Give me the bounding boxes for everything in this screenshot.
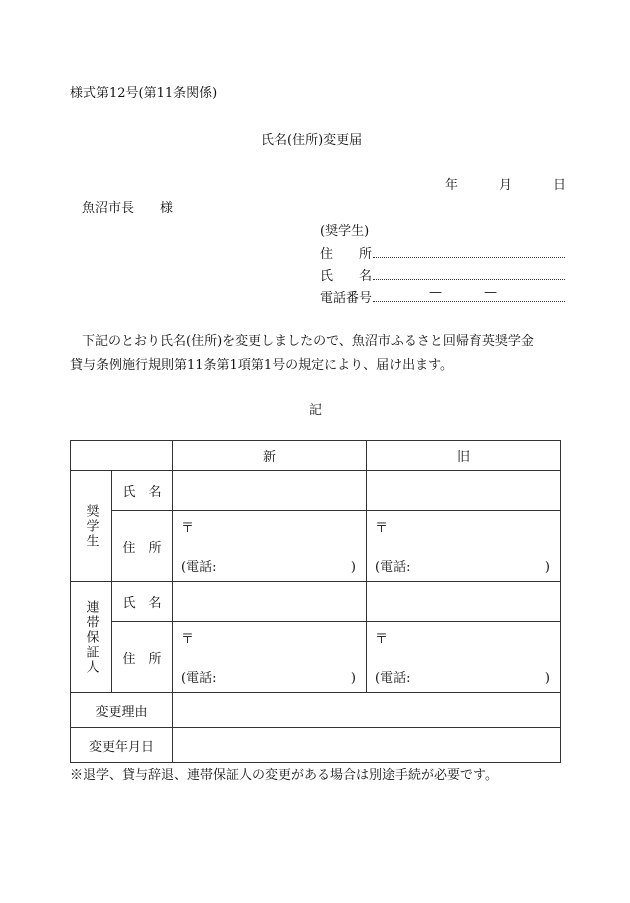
tel-label: (電話: <box>375 671 411 686</box>
change-reason-label: 変更理由 <box>71 693 173 728</box>
table-row <box>71 511 561 582</box>
phone-dash-1: — <box>429 285 442 300</box>
date-year-label: 年 <box>445 178 459 193</box>
guarantor-name-new[interactable] <box>173 582 367 622</box>
change-date-label: 変更年月日 <box>71 728 173 763</box>
body-text-line-2: 貸与条例施行規則第11条第1項第1号の規定により、届け出ます。 <box>70 358 454 373</box>
scholar-address-label: 住 所 <box>112 511 173 582</box>
scholar-name-old[interactable] <box>367 471 561 511</box>
ki-heading: 記 <box>309 403 323 418</box>
group-label-guarantor <box>71 582 112 693</box>
change-form-table <box>70 440 561 763</box>
table-header-row <box>71 441 561 471</box>
document-title: 氏名(住所)変更届 <box>261 133 363 148</box>
tel-label: (電話: <box>375 560 411 575</box>
table-row <box>71 622 561 693</box>
scholar-address-new[interactable] <box>173 511 367 582</box>
tel-close: ) <box>544 671 550 686</box>
postal-mark: 〒 <box>375 521 389 536</box>
date-month-label: 月 <box>499 178 513 193</box>
group-label-guarantor-text: 連帯保証人 <box>83 599 99 675</box>
applicant-name-label: 氏 名 <box>320 269 373 284</box>
tel-label: (電話: <box>181 671 217 686</box>
header-old: 旧 <box>367 441 561 471</box>
table-row <box>71 728 561 763</box>
applicant-role: (奨学生) <box>320 224 370 239</box>
postal-mark: 〒 <box>375 632 389 647</box>
applicant-phone-label: 電話番号 <box>320 291 373 306</box>
scholar-address-old[interactable] <box>367 511 561 582</box>
footnote: ※退学、貸与辞退、連帯保証人の変更がある場合は別途手続が必要です。 <box>70 768 498 783</box>
applicant-name-line[interactable] <box>373 279 565 280</box>
addressee: 魚沼市長 様 <box>82 201 174 216</box>
tel-label: (電話: <box>181 560 217 575</box>
applicant-address-label: 住 所 <box>320 247 373 262</box>
guarantor-name-label: 氏 名 <box>112 582 173 622</box>
tel-close: ) <box>350 671 356 686</box>
guarantor-name-old[interactable] <box>367 582 561 622</box>
guarantor-address-old[interactable] <box>367 622 561 693</box>
applicant-phone-line[interactable] <box>373 301 565 302</box>
tel-close: ) <box>544 560 550 575</box>
change-date-field[interactable] <box>173 728 561 763</box>
group-label-scholar-text: 奨学生 <box>83 503 99 549</box>
scholar-name-new[interactable] <box>173 471 367 511</box>
tel-close: ) <box>350 560 356 575</box>
table-row <box>71 693 561 728</box>
table-row <box>71 471 561 511</box>
guarantor-address-label: 住 所 <box>112 622 173 693</box>
change-reason-field[interactable] <box>173 693 561 728</box>
table-row <box>71 582 561 622</box>
scholar-name-label: 氏 名 <box>112 471 173 511</box>
header-blank-cell <box>71 441 173 471</box>
applicant-address-line[interactable] <box>373 257 565 258</box>
guarantor-address-new[interactable] <box>173 622 367 693</box>
group-label-scholar <box>71 471 112 582</box>
date-day-label: 日 <box>553 178 567 193</box>
phone-dash-2: — <box>484 285 497 300</box>
form-number: 様式第12号(第11条関係) <box>70 86 218 101</box>
postal-mark: 〒 <box>181 632 195 647</box>
postal-mark: 〒 <box>181 521 195 536</box>
header-new: 新 <box>173 441 367 471</box>
body-text-line-1: 下記のとおり氏名(住所)を変更しましたので、魚沼市ふるさと回帰育英奨学金 <box>82 334 534 349</box>
